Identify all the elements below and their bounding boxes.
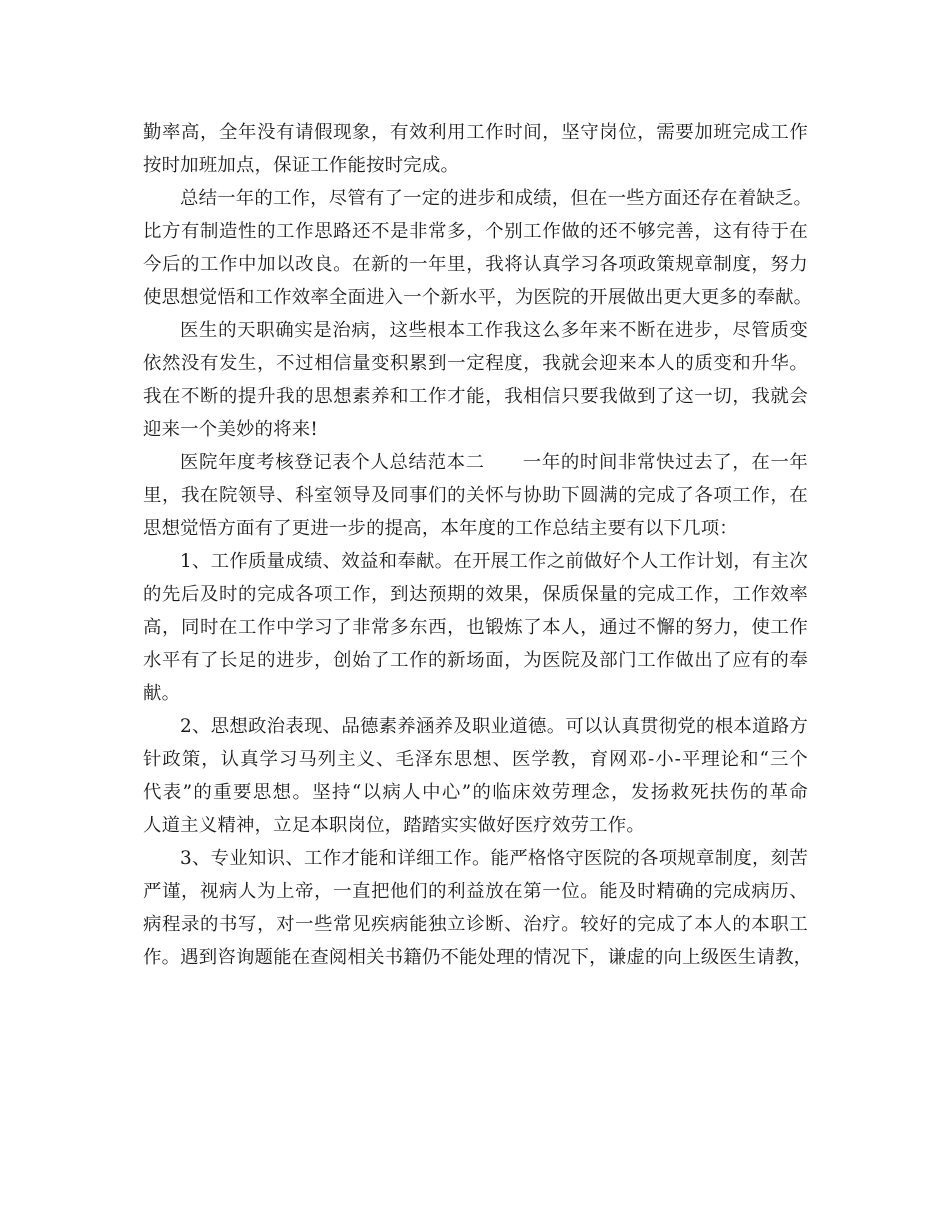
body-text bbox=[143, 116, 813, 974]
text-line: 里，我在院领导、科室领导及同事们的关怀与协助下圆满的完成了各项工作，在 bbox=[143, 485, 808, 506]
text-line: 严谨，视病人为上帝，一直把他们的利益放在第一位。能及时精确的完成病历、 bbox=[143, 881, 808, 902]
text-line: 迎来一个美妙的将来! bbox=[143, 419, 318, 440]
text-line: 1、工作质量成绩、效益和奉献。在开展工作之前做好个人工作计划，有主次 bbox=[180, 551, 808, 572]
text-line: 人道主义精神，立足本职岗位，踏踏实实做好医疗效劳工作。 bbox=[143, 815, 645, 836]
text-line: 医生的天职确实是治病，这些根本工作我这么多年来不断在进步，尽管质变 bbox=[180, 320, 808, 341]
paragraph bbox=[143, 842, 813, 974]
text-line: 针政策，认真学习马列主义、毛泽东思想、医学教，育网邓-小-平理论和“三个 bbox=[143, 749, 808, 770]
text-line: 高，同时在工作中学习了非常多东西，也锻炼了本人，通过不懈的努力，使工作 bbox=[143, 617, 808, 638]
paragraph bbox=[143, 710, 808, 842]
text-line: 3、专业知识、工作才能和详细工作。能严格恪守医院的各项规章制度，刻苦 bbox=[180, 848, 808, 869]
text-line: 的先后及时的完成各项工作，到达预期的效果，保质保量的完成工作，工作效率 bbox=[143, 584, 808, 605]
text-line: 献。 bbox=[143, 683, 181, 704]
text-line: 比方有制造性的工作思路还不是非常多，个别工作做的还不够完善，这有待于在 bbox=[143, 221, 808, 242]
paragraph bbox=[143, 446, 808, 545]
paragraph bbox=[143, 545, 808, 710]
text-line: 医院年度考核登记表个人总结范本二 一年的时间非常快过去了，在一年 bbox=[180, 452, 808, 473]
text-line: 按时加班加点，保证工作能按时完成。 bbox=[143, 155, 460, 176]
text-line: 使思想觉悟和工作效率全面进入一个新水平，为医院的开展做出更大更多的奉献。 bbox=[143, 287, 813, 308]
text-line: 今后的工作中加以改良。在新的一年里，我将认真学习各项政策规章制度，努力 bbox=[143, 254, 808, 275]
text-line: 代表”的重要思想。坚持“以病人中心”的临床效劳理念，发扬救死扶伤的革命 bbox=[143, 782, 808, 803]
text-line: 2、思想政治表现、品德素养涵养及职业道德。可以认真贯彻党的根本道路方 bbox=[180, 716, 808, 737]
text-line: 水平有了长足的进步，创始了工作的新场面，为医院及部门工作做出了应有的奉 bbox=[143, 650, 808, 671]
paragraph bbox=[143, 314, 808, 446]
text-line: 病程录的书写，对一些常见疾病能独立诊断、治疗。较好的完成了本人的本职工 bbox=[143, 914, 808, 935]
text-line: 勤率高，全年没有请假现象，有效利用工作时间，坚守岗位，需要加班完成工作 bbox=[143, 122, 808, 143]
text-line: 思想觉悟方面有了更进一步的提高，本年度的工作总结主要有以下几项： bbox=[143, 518, 738, 539]
paragraph bbox=[143, 116, 808, 182]
text-line: 作。遇到咨询题能在查阅相关书籍仍不能处理的情况下，谦虚的向上级医生请教， bbox=[143, 947, 813, 968]
text-line: 依然没有发生，不过相信量变积累到一定程度，我就会迎来本人的质变和升华。 bbox=[143, 353, 808, 374]
text-line: 总结一年的工作，尽管有了一定的进步和成绩，但在一些方面还存在着缺乏。 bbox=[180, 188, 813, 209]
text-line: 我在不断的提升我的思想素养和工作才能，我相信只要我做到了这一切，我就会 bbox=[143, 386, 808, 407]
paragraph bbox=[143, 182, 813, 314]
